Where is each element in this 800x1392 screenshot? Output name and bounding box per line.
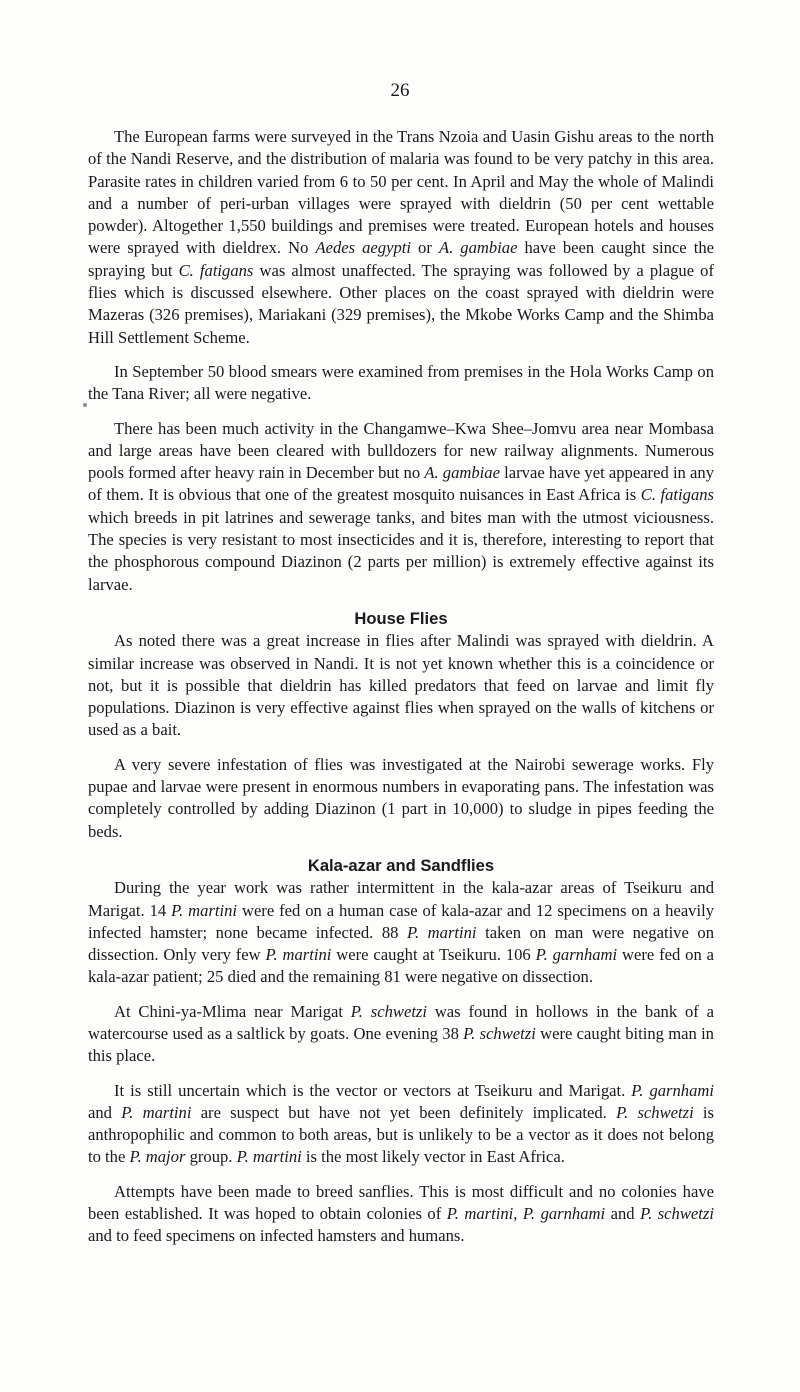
paragraph: During the year work was rather intermittent in the kala-azar areas of Tseikuru and Marigat. 14 P. martini were fed on a human case of kala-azar and 12 specimens on a heavily infected hamster; none became infected. 88 P. martini taken on man were negative on dissection. Only very few P. martini were caught at Tseikuru. 106 P. garnhami were fed on a kala-azar patient; 25 died and the remaining 81 were negative on dissection. <box>88 878 715 987</box>
page-number: 26 <box>390 80 410 101</box>
paragraph: There has been much activity in the Changamwe–Kwa Shee–Jomvu area near Mombasa and large areas have been cleared with bulldozers for new railway alignments. Numerous pools formed after heavy rain in December but no A. gambiae larvae have yet appeared in any of them. It is obvious that one of the greatest mosquito nuisances in East Africa is C. fatigans which breeds in pit latrines and sewerage tanks, and bites man with the utmost viciousness. The species is very resistant to most insecticides and it is, therefore, interesting to report that the phosphorous compound Diazinon (2 parts per million) is extremely effective against its larvae. <box>88 418 715 594</box>
paragraph: A very severe infestation of flies was investigated at the Nairobi sewerage works. Fly pupae and larvae were present in enormous numbers in evaporating pans. The infestation was completely controlled by adding Diazinon (1 part in 10,000) to sludge in pipes feeding the beds. <box>88 754 714 841</box>
paragraph: In September 50 blood smears were examined from premises in the Hola Works Camp on the Tana River; all were negative. <box>88 361 714 404</box>
section-heading: House Flies <box>354 608 448 628</box>
paragraph: It is still uncertain which is the vector or vectors at Tseikuru and Marigat. P. garnhami and P. martini are suspect but have not yet been definitely implicated. P. schwetzi is anthropophilic and common to both areas, but is unlikely to be a vector as it does not belong to the P. major group. P. martini is the most likely vector in East Africa. <box>88 1080 714 1167</box>
paragraph: Attempts have been made to breed sanflies. This is most difficult and no colonies have been established. It was hoped to obtain colonies of P. martini, P. garnhami and P. schwetzi and to feed specimens on infected hamsters and humans. <box>88 1181 714 1246</box>
body-text <box>88 126 714 1260</box>
paragraph: The European farms were surveyed in the Trans Nzoia and Uasin Gishu areas to the north of the Nandi Reserve, and the distribution of malaria was found to be very patchy in this area. Parasite rates in children varied from 6 to 50 per cent. In April and May the whole of Malindi and a number of peri-urban villages were sprayed with dieldrin (50 per cent wettable powder). Altogether 1,550 buildings and premises were treated. European hotels and houses were sprayed with dieldrex. No Aedes aegypti or A. gambiae have been caught since the spraying but C. fatigans was almost unaffected. The spraying was followed by a plague of flies which is discussed elsewhere. Other places on the coast sprayed with dieldrin were Mazeras (326 premises), Mariakani (329 premises), the Mkobe Works Camp and the Shimba Hill Settlement Scheme. <box>88 127 714 347</box>
paragraph: At Chini-ya-Mlima near Marigat P. schwetzi was found in hollows in the bank of a watercourse used as a saltlick by goats. One evening 38 P. schwetzi were caught biting man in this place. <box>88 1001 714 1066</box>
section-heading: Kala-azar and Sandflies <box>307 855 495 875</box>
paragraph: As noted there was a great increase in flies after Malindi was sprayed with dieldrin. A similar increase was observed in Nandi. It is not yet known whether this is a coincidence or not, but it is possible that dieldrin has killed predators that feed on larvae and limit fly populations. Diazinon is very effective against flies when sprayed on the walls of kitchens or used as a bait. <box>88 631 714 740</box>
